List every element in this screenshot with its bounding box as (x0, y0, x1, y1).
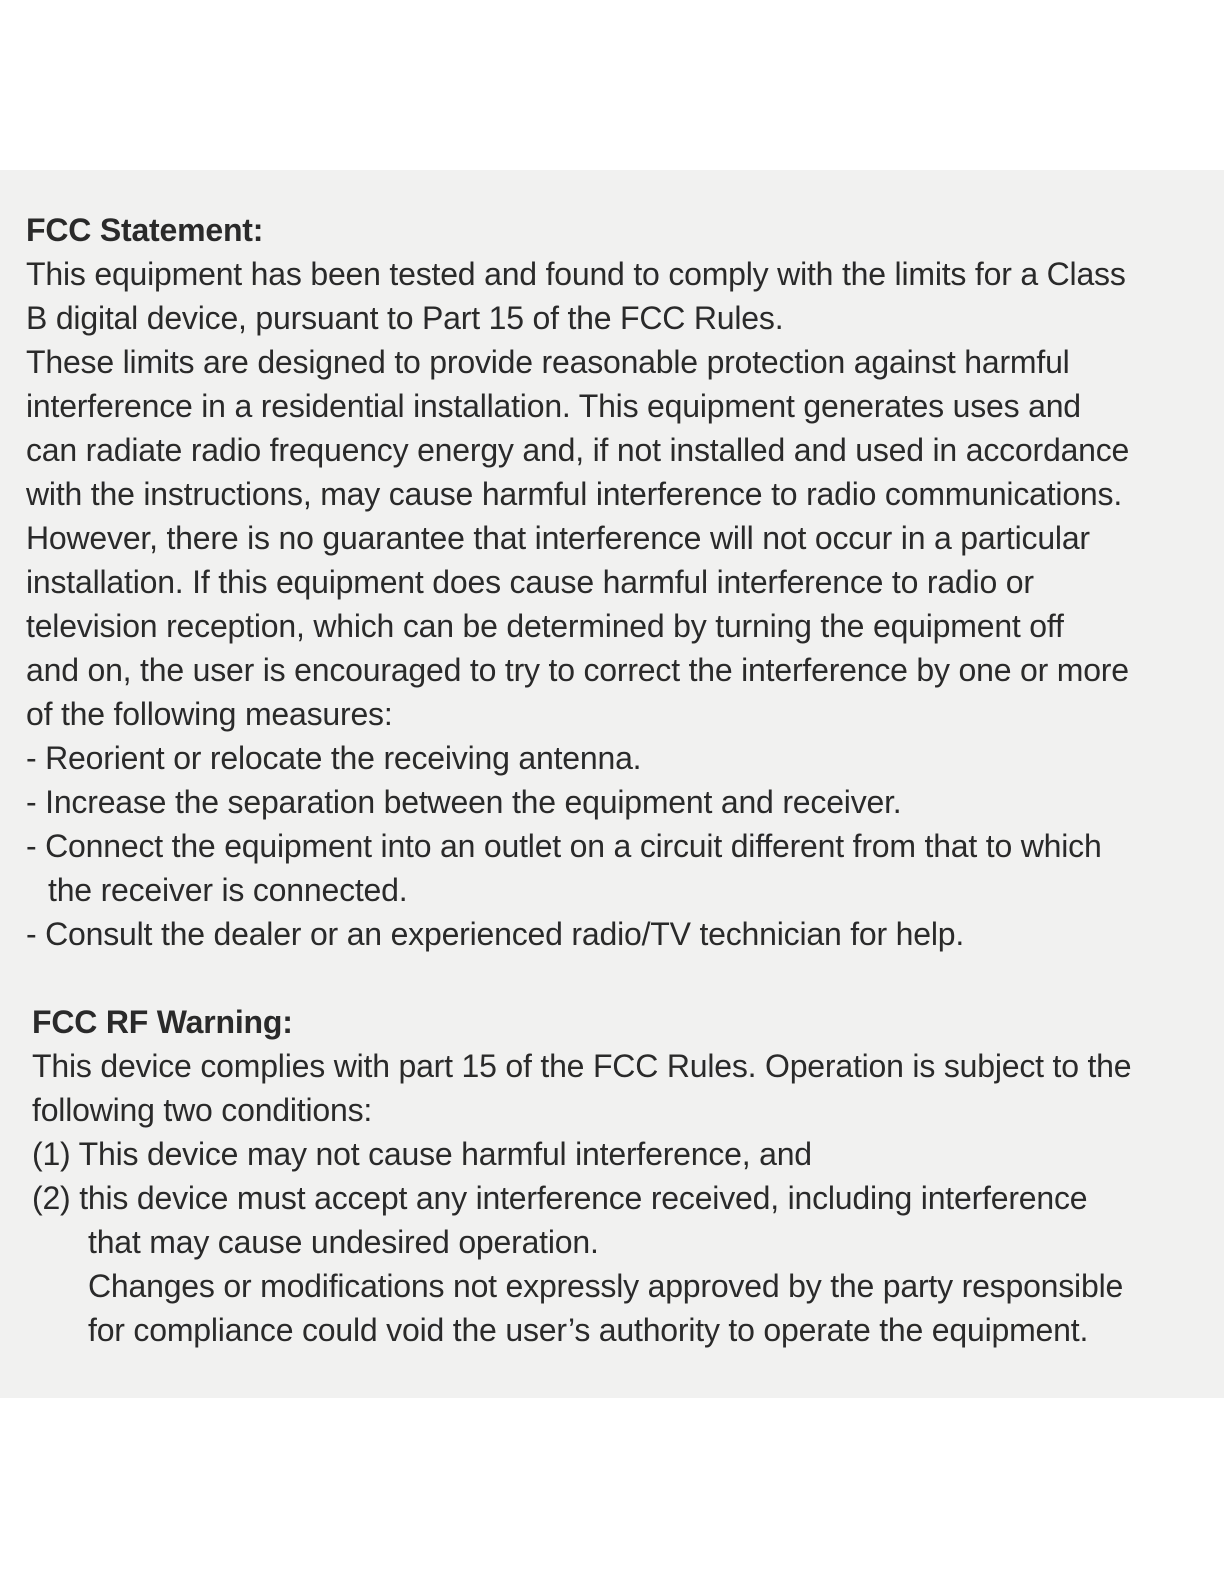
paragraph-line: However, there is no guarantee that interference will not occur in a particular (26, 520, 1090, 556)
modification-notice-line: for compliance could void the user’s authority to operate the equipment. (88, 1312, 1089, 1348)
paragraph-line: interference in a residential installation. This equipment generates uses and (26, 388, 1081, 424)
condition-item: (1) This device may not cause harmful interference, and (32, 1136, 812, 1172)
measure-item: - Connect the equipment into an outlet on a circuit different from that to which (26, 828, 1102, 864)
paragraph-line: B digital device, pursuant to Part 15 of the FCC Rules. (26, 300, 784, 336)
modification-notice-line: Changes or modifications not expressly approved by the party responsible (88, 1268, 1124, 1304)
fcc-rf-warning-section (32, 1000, 1217, 1352)
condition-item-continuation: that may cause undesired operation. (88, 1224, 599, 1260)
measure-item: - Increase the separation between the equipment and receiver. (26, 784, 902, 820)
fcc-rf-warning-heading: FCC RF Warning: (32, 1004, 293, 1040)
measure-item: - Consult the dealer or an experienced radio/TV technician for help. (26, 916, 965, 952)
paragraph-line: This device complies with part 15 of the FCC Rules. Operation is subject to the (32, 1048, 1132, 1084)
fcc-statement-section (26, 208, 1211, 956)
paragraph-line: can radiate radio frequency energy and, if not installed and used in accordance (26, 432, 1130, 468)
measure-item-continuation: the receiver is connected. (48, 872, 408, 908)
paragraph-line: following two conditions: (32, 1092, 373, 1128)
paragraph-line: This equipment has been tested and found to comply with the limits for a Class (26, 256, 1126, 292)
fcc-statement-heading: FCC Statement: (26, 212, 264, 248)
paragraph-line: installation. If this equipment does cause harmful interference to radio or (26, 564, 1034, 600)
paragraph-line: television reception, which can be determined by turning the equipment off (26, 608, 1064, 644)
condition-item: (2) this device must accept any interference received, including interference (32, 1180, 1088, 1216)
paragraph-line: These limits are designed to provide reasonable protection against harmful (26, 344, 1070, 380)
paragraph-line: of the following measures: (26, 696, 393, 732)
paragraph-line: and on, the user is encouraged to try to correct the interference by one or more (26, 652, 1129, 688)
measure-item: - Reorient or relocate the receiving antenna. (26, 740, 642, 776)
paragraph-line: with the instructions, may cause harmful interference to radio communications. (26, 476, 1123, 512)
